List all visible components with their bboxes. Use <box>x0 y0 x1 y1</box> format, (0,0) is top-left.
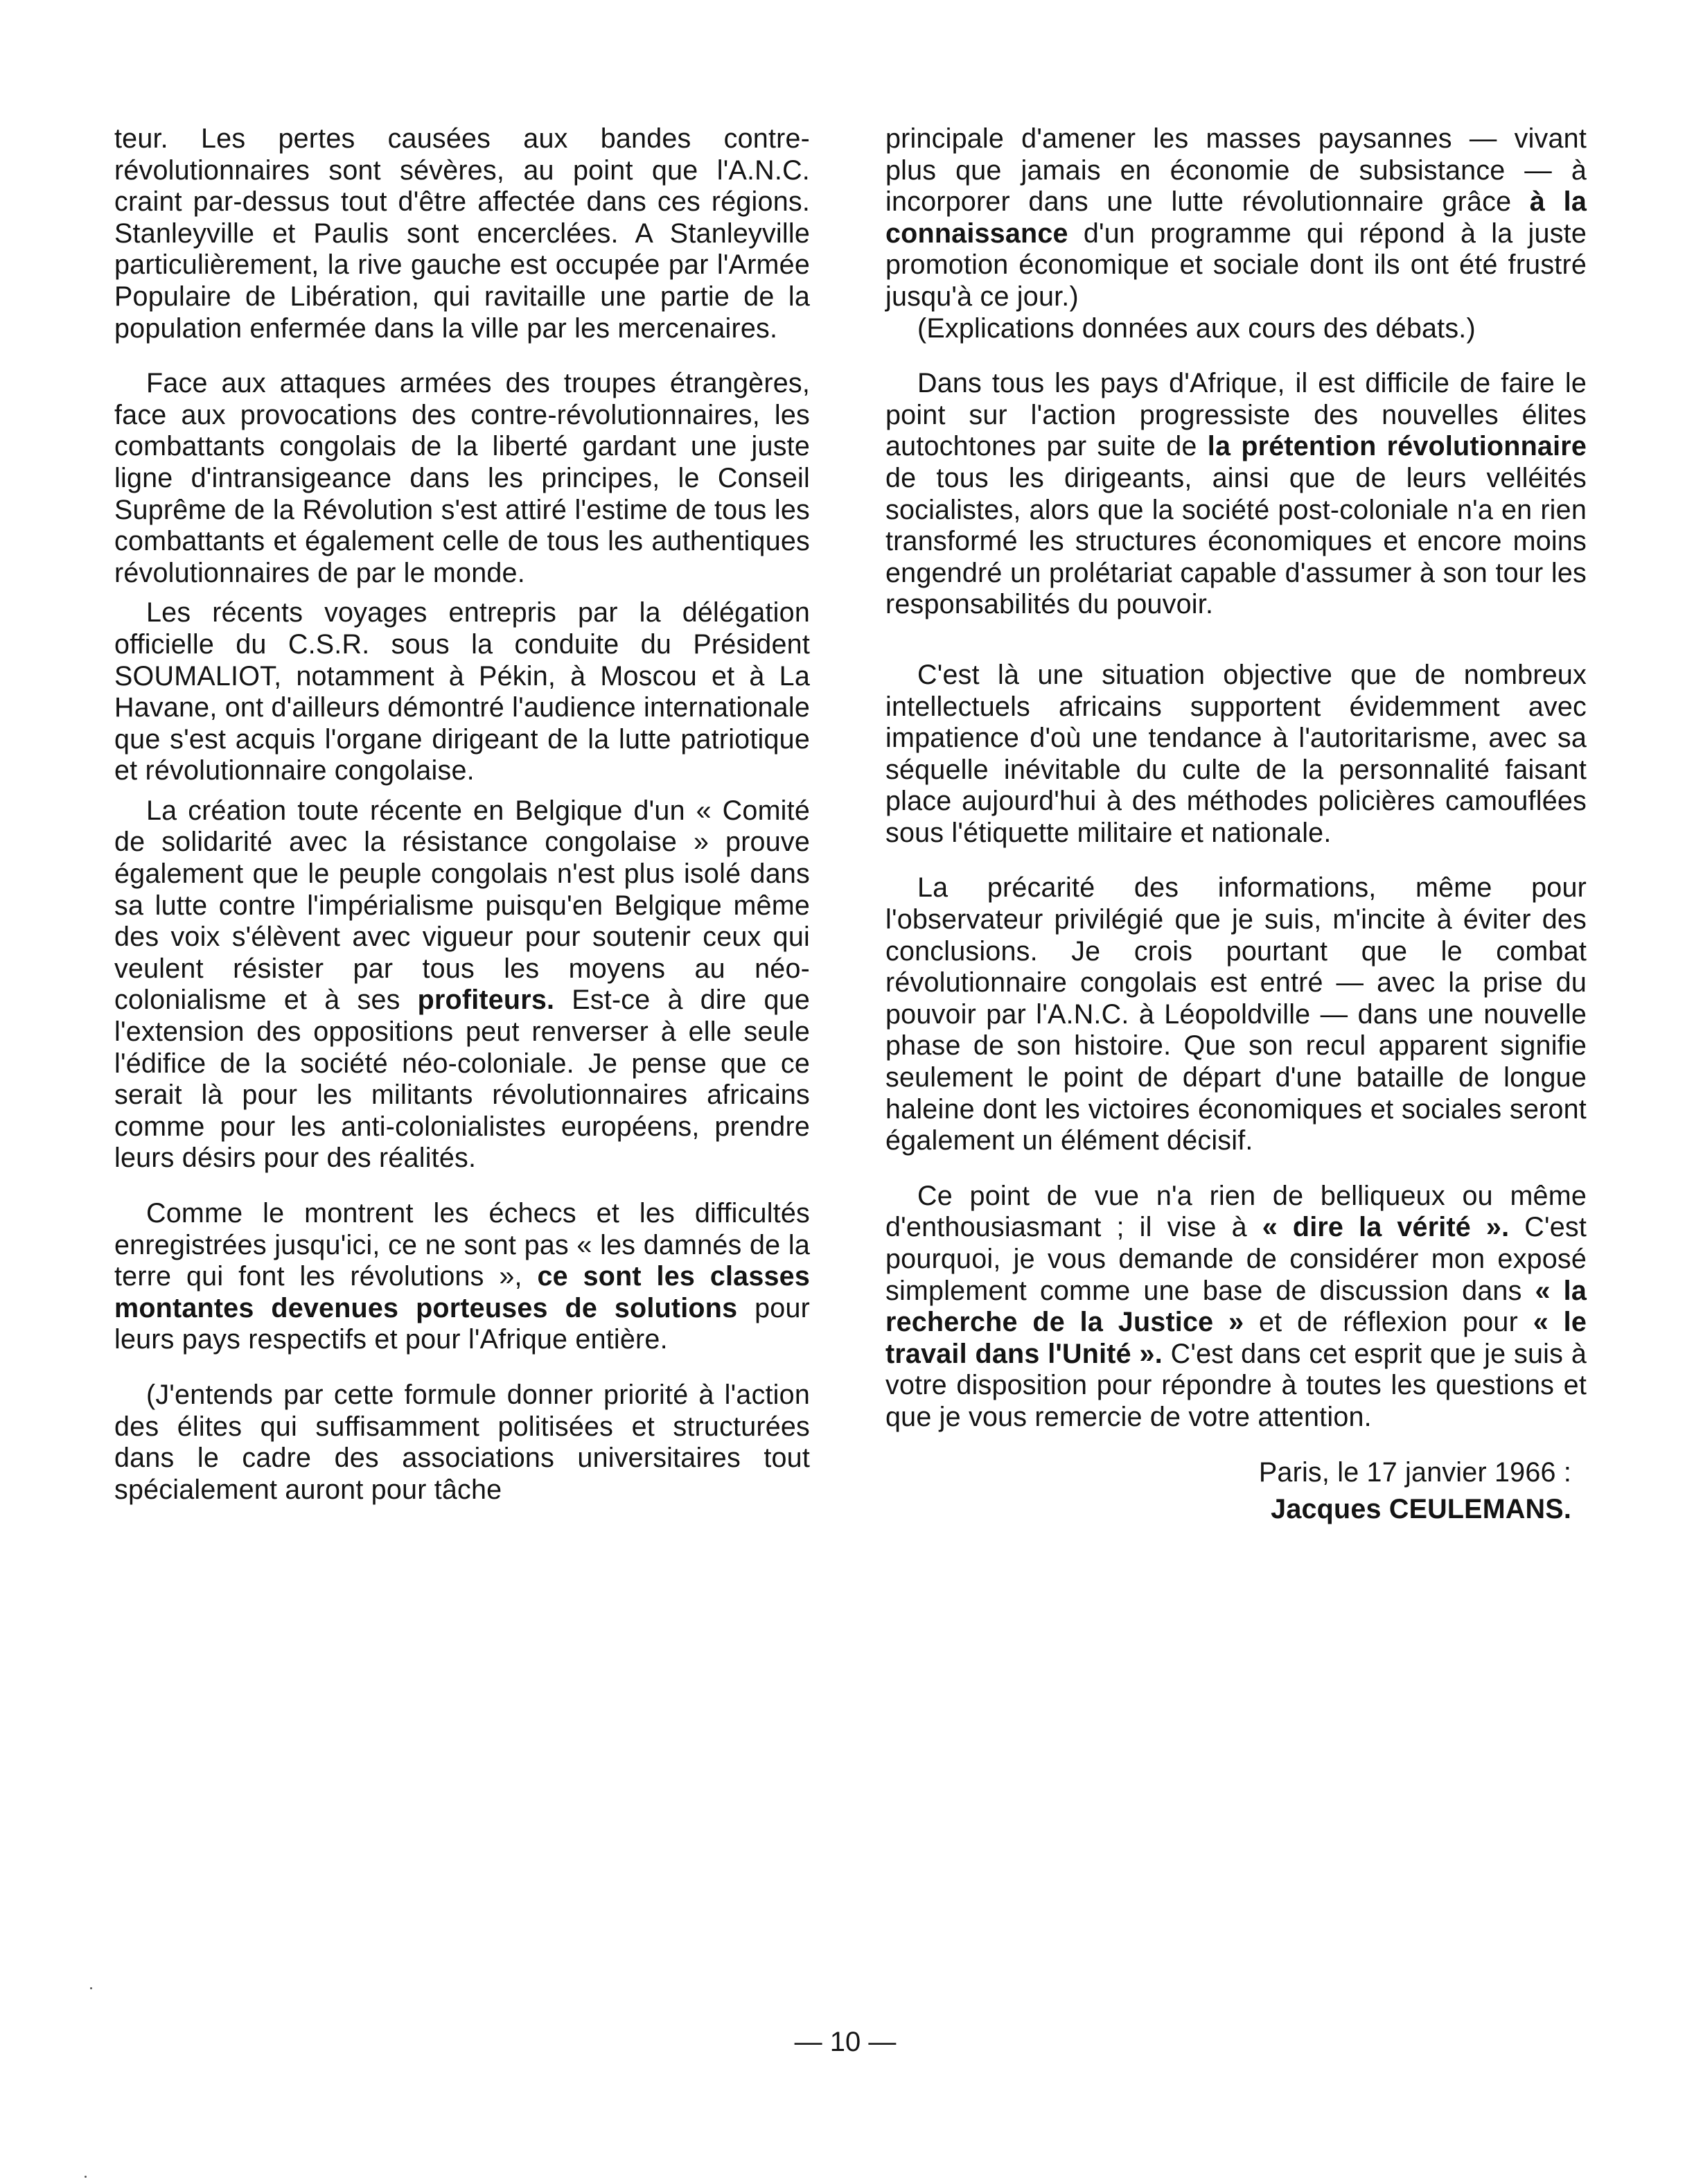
scan-speck <box>85 2176 87 2178</box>
paragraph-text: de tous les dirigeants, ainsi que de leurs velléités socialistes, alors que la société post-coloniale n'a en rien transformé les structures économiques et encore moins engendré un prolétariat capable d'assumer à son tour les responsabilités du pouvoir. <box>885 462 1587 620</box>
page-number: — 10 — <box>794 2027 897 2057</box>
paragraph-continuation <box>885 123 1587 313</box>
paragraph-text: d'un programme qui répond à la juste promotion économique et sociale dont ils ont été frustré jusqu'à ce jour.) <box>885 218 1587 312</box>
paragraph-solidarity-committee <box>114 795 810 1174</box>
paragraph-text: pour leurs pays respectifs et pour l'Afrique entière. <box>114 1292 810 1355</box>
left-column <box>114 123 810 1506</box>
paragraph-text: C'est pourquoi, je vous demande de considérer mon exposé simplement comme une base de discussion dans <box>885 1212 1587 1306</box>
emphasis-text: profiteurs. <box>417 985 555 1016</box>
paragraph-text: Comme le montrent les échecs et les difficultés enregistrées jusqu'ici, ce ne sont pas « les damnés de la terre qui font les révolutions », <box>114 1198 810 1292</box>
paragraph-text: C'est dans cet esprit que je suis à votre disposition pour répondre à toutes les questions et que je vous remercie de votre attention. <box>885 1338 1587 1432</box>
paragraph-failures <box>114 1198 810 1356</box>
emphasis-text: « dire la vérité ». <box>1262 1212 1510 1243</box>
paragraph-precarity: La précarité des informations, même pour l'observateur privilégié que je suis, m'incite à éviter des conclusions. Je crois pourtant que le combat révolutionnaire congolais est entré — avec la prise du pouvoir par l'A.N.C. à Léopoldville — dans une nouvelle phase de son histoire. Que son recul apparent signifie seulement le point de départ d'une bataille de longue haleine dont les victoires économiques et sociales seront également un élément décisif. <box>885 872 1587 1156</box>
paragraph-text: et de réflexion pour <box>1244 1307 1533 1338</box>
paragraph-explanations: (Explications données aux cours des débats.) <box>917 312 1476 344</box>
signature-date: Paris, le 17 janvier 1966 : <box>1258 1456 1571 1488</box>
emphasis-text: la prétention révolutionnaire <box>1207 431 1587 462</box>
paragraph-text: principale d'amener les masses paysannes — vivant plus que jamais en économie de subsistance — à incorporer dans une lutte révolutionnaire grâce <box>885 123 1587 218</box>
right-column <box>885 123 1587 1526</box>
emphasis-text: « la recherche de la Justice » <box>885 1275 1587 1338</box>
emphasis-text: ce sont les classes montantes devenues porteuses de solutions <box>114 1261 810 1323</box>
paragraph-recent-voyages: Les récents voyages entrepris par la délégation officielle du C.S.R. sous la conduite du Président SOUMALIOT, notamment à Pékin, à Moscou et à La Havane, ont d'ailleurs démontré l'audience internationale que s'est acquis l'organe dirigeant de la lutte patriotique et révolutionnaire congolaise. <box>114 597 810 786</box>
paragraph-objective-situation: C'est là une situation objective que de nombreux intellectuels africains supportent évidemment avec impatience d'où une tendance à l'autoritarisme, avec sa séquelle inévitable du culte de la personnalité faisant place aujourd'hui à des méthodes policières camouflées sous l'étiquette militaire et nationale. <box>885 659 1587 848</box>
paragraph-text: Ce point de vue n'a rien de belliqueux ou même d'enthousiasmant ; il vise à <box>885 1180 1587 1243</box>
signature-name: Jacques CEULEMANS. <box>1271 1494 1571 1525</box>
paragraph-text: Est-ce à dire que l'extension des oppositions peut renverser à elle seule l'édifice de la société néo-coloniale. Je pense que ce serait là pour les militants révolutionnaires africains comme pour les anti-colonialistes européens, prendre leurs désirs pour des réalités. <box>114 985 810 1174</box>
emphasis-text: à la connaissance <box>885 186 1587 249</box>
scan-speck <box>90 1987 92 1989</box>
paragraph-text: La création toute récente en Belgique d'un « Comité de solidarité avec la résistance congolaise » prouve également que le peuple congolais n'est plus isolé dans sa lutte contre l'impérialisme puisqu'en Belgique même des voix s'élèvent avec vigueur pour soutenir ceux qui veulent résister par tous les moyens au néo-colonialisme et à ses <box>114 795 810 1016</box>
paragraph-african-countries <box>885 368 1587 621</box>
paragraph-foreign-attacks: Face aux attaques armées des troupes étrangères, face aux provocations des contre-révolutionnaires, les combattants congolais de la liberté gardant une juste ligne d'intransigeance dans les principes, le Conseil Suprême de la Révolution s'est attiré l'estime de tous les combattants et également celle de tous les authentiques révolutionnaires de par le monde. <box>114 368 810 588</box>
signature-block <box>885 1457 1587 1526</box>
paragraph-formula: (J'entends par cette formule donner priorité à l'action des élites qui suffisamment politisées et structurées dans le cadre des associations universitaires tout spécialement auront pour tâche <box>114 1379 810 1505</box>
paragraph-text: Dans tous les pays d'Afrique, il est difficile de faire le point sur l'action progressiste des nouvelles élites autochtones par suite de <box>885 368 1587 462</box>
paragraph-conclusion <box>885 1181 1587 1434</box>
paragraph-continuation: teur. Les pertes causées aux bandes contre-révolutionnaires sont sévères, au point que l'A.N.C. craint par-dessus tout d'être affectée dans ces régions. Stanleyville et Paulis sont encerclées. A Stanleyville particulièrement, la rive gauche est occupée par l'Armée Populaire de Libération, qui ravitaille une partie de la population enfermée dans la ville par les mercenaires. <box>114 123 810 344</box>
emphasis-text: « le travail dans l'Unité ». <box>885 1307 1587 1369</box>
